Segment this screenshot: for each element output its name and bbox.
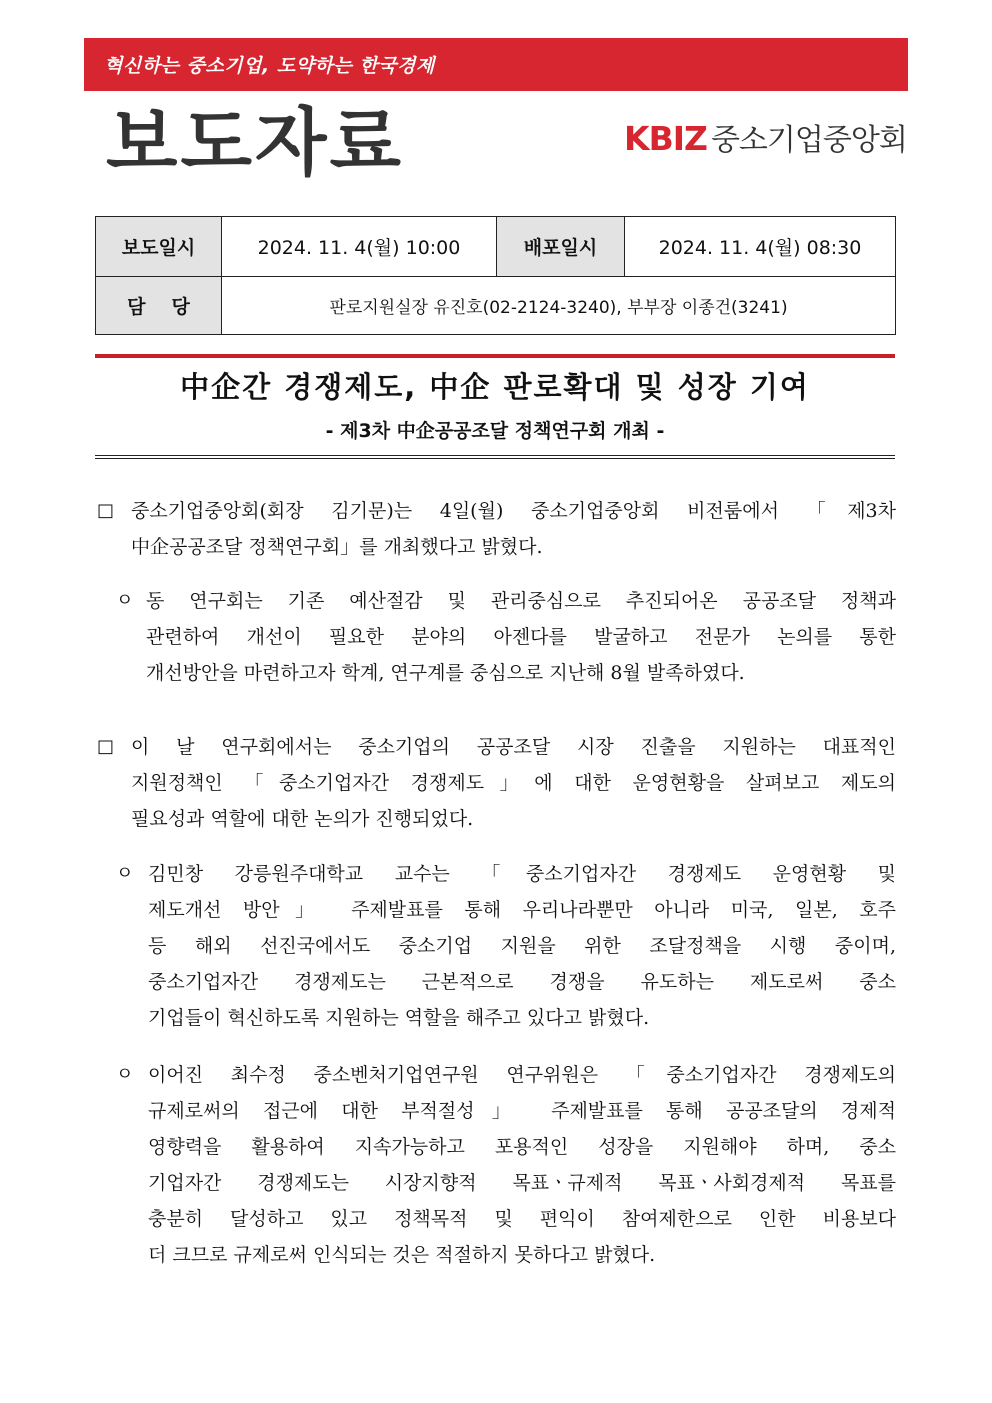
- report-date-value: 2024. 11. 4(월) 10:00: [222, 217, 497, 277]
- circle-bullet: ㅇ: [116, 863, 134, 884]
- paragraph-line: 중소기업자간 경쟁제도는 근본적으로 경쟁을 유도하는 제도로써 중소: [148, 971, 896, 993]
- contact-value: 판로지원실장 유진호(02-2124-3240), 부부장 이종건(3241): [222, 277, 896, 335]
- section-2-paragraph: [131, 729, 896, 837]
- subheadline: - 제3차 中企공공조달 정책연구회 개최 -: [325, 420, 665, 442]
- title-top-rule: [95, 354, 895, 358]
- paragraph-line: 지원정책인 「중소기업자간 경쟁제도」에 대한 운영현황을 살펴보고 제도의: [131, 772, 896, 794]
- paragraph-line: 동 연구회는 기존 예산절감 및 관리중심으로 추진되어온 공공조달 정책과: [146, 590, 896, 612]
- paragraph-line: 충분히 달성하고 있고 정책목적 및 편익이 참여제한으로 인한 비용보다: [148, 1208, 896, 1230]
- circle-bullet: ㅇ: [116, 590, 134, 611]
- paragraph-line: 이 날 연구회에서는 중소기업의 공공조달 시장 진출을 지원하는 대표적인: [131, 736, 896, 758]
- info-row-contact: [96, 277, 896, 335]
- distribution-date-label: 배포일시: [497, 217, 625, 277]
- contact-label: 담당: [96, 277, 222, 335]
- paragraph-line: 제도개선 방안」 주제발표를 통해 우리나라뿐만 아니라 미국, 일본, 호주: [148, 899, 896, 921]
- paragraph-line: 이어진 최수정 중소벤처기업연구원 연구위원은 「중소기업자간 경쟁제도의: [148, 1064, 896, 1086]
- info-row-dates: [96, 217, 896, 277]
- square-bullet: □: [97, 500, 115, 521]
- paragraph-line: 등 해외 선진국에서도 중소기업 지원을 위한 조달정책을 시행 중이며,: [148, 935, 896, 957]
- distribution-date-value: 2024. 11. 4(월) 08:30: [625, 217, 896, 277]
- headline: 中企간 경쟁제도, 中企 판로확대 및 성장 기여: [180, 370, 810, 404]
- title-bottom-rule: [95, 455, 895, 459]
- slogan-banner: [84, 38, 908, 91]
- paragraph-line: 개선방안을 마련하고자 학계, 연구계를 중심으로 지난해 8월 발족하였다.: [146, 662, 745, 684]
- paragraph-line: 더 크므로 규제로써 인식되는 것은 적절하지 못하다고 밝혔다.: [148, 1244, 656, 1266]
- paragraph-line: 필요성과 역할에 대한 논의가 진행되었다.: [131, 808, 474, 830]
- paragraph-line: 영향력을 활용하여 지속가능하고 포용적인 성장을 지원해야 하며, 중소: [148, 1136, 896, 1158]
- section-2-sub-1-paragraph: [148, 856, 896, 1036]
- paragraph-line: 中企공공조달 정책연구회」를 개최했다고 밝혔다.: [131, 536, 543, 558]
- paragraph-line: 규제로써의 접근에 대한 부적절성」 주제발표를 통해 공공조달의 경제적: [148, 1100, 896, 1122]
- section-1-paragraph: [131, 493, 896, 565]
- kbiz-logo: [624, 119, 907, 165]
- circle-bullet: ㅇ: [116, 1064, 134, 1085]
- square-bullet: □: [97, 736, 115, 757]
- paragraph-line: 기업자간 경쟁제도는 시장지향적 목표ㆍ규제적 목표ㆍ사회경제적 목표를: [148, 1172, 896, 1194]
- logo-mark: KBIZ: [624, 119, 707, 158]
- paragraph-line: 중소기업중앙회(회장 김기문)는 4일(월) 중소기업중앙회 비전룸에서 「제3차: [131, 500, 896, 522]
- paragraph-line: 김민창 강릉원주대학교 교수는 「중소기업자간 경쟁제도 운영현황 및: [148, 863, 896, 885]
- section-2-sub-2-paragraph: [148, 1057, 896, 1273]
- paragraph-line: 관련하여 개선이 필요한 분야의 아젠다를 발굴하고 전문가 논의를 통한: [146, 626, 896, 648]
- release-info-table: [95, 216, 896, 335]
- slogan-text: 혁신하는 중소기업, 도약하는 한국경제: [104, 55, 435, 77]
- report-date-label: 보도일시: [96, 217, 222, 277]
- paragraph-line: 기업들이 혁신하도록 지원하는 역할을 해주고 있다고 밝혔다.: [148, 1007, 650, 1029]
- logo-org-name: 중소기업중앙회: [710, 123, 907, 158]
- document-type-title: 보도자료: [106, 100, 404, 186]
- section-1-sub-1-paragraph: [146, 583, 896, 691]
